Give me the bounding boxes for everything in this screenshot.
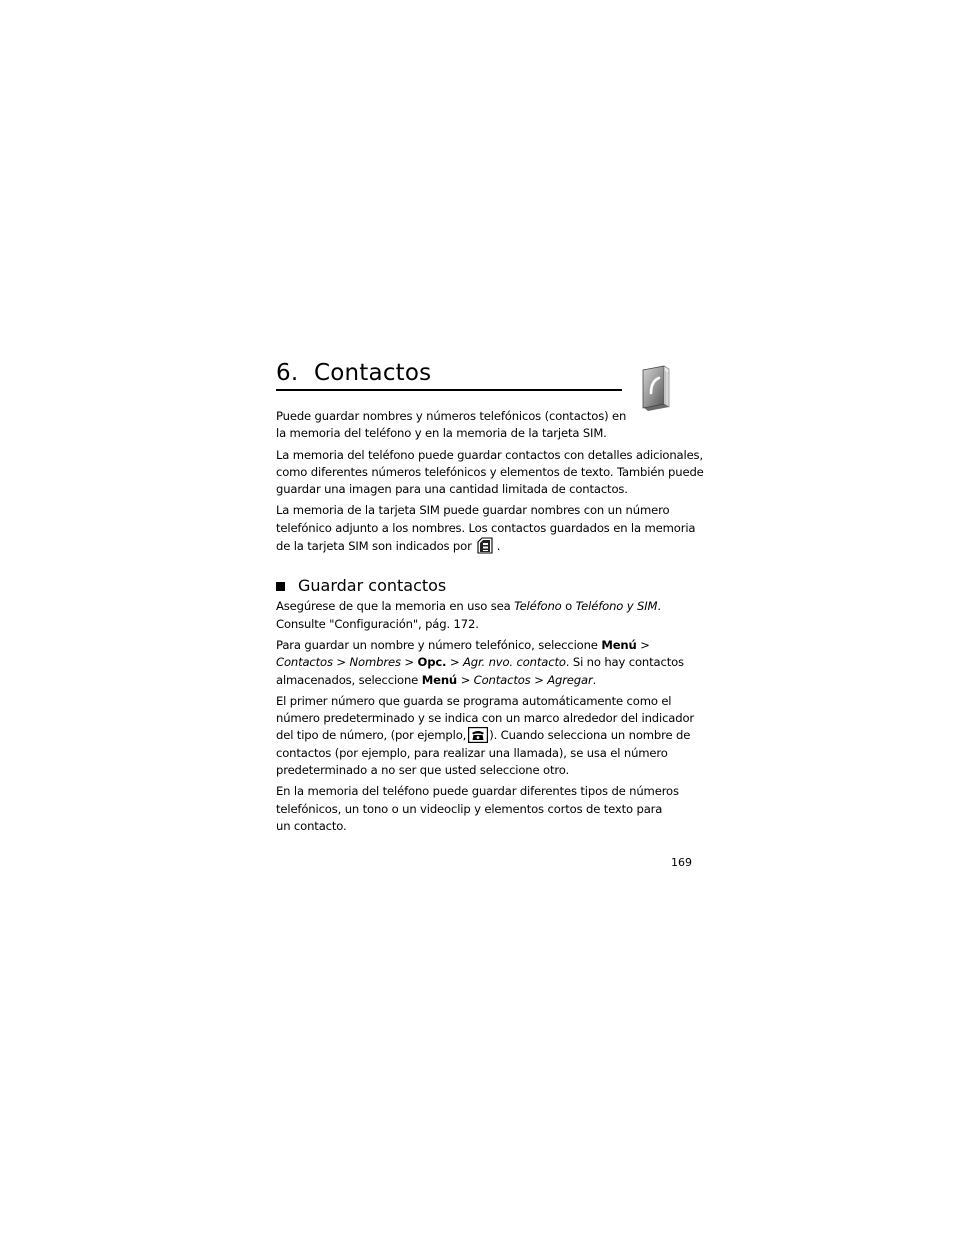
text-line: la memoria del teléfono y en la memoria de la tarjeta SIM. [276,426,607,441]
text-fragment: > [400,655,418,670]
option-telefono: Teléfono [514,599,562,614]
sim-card-icon [476,537,494,554]
text-fragment: almacenados, seleccione [276,672,422,687]
text-fragment: de la tarjeta SIM son indicados por [276,539,472,554]
text-line [276,672,688,689]
text-line: un contacto. [276,818,347,833]
bullet-square-icon [276,582,285,591]
text-line: telefónicos, un tono o un videoclip y elementos cortos de texto para [276,801,663,816]
chapter-title-text: Contactos [314,360,432,386]
text-line: El primer número que guarda se programa automáticamente como el [276,693,672,708]
section-title: Guardar contactos [298,575,447,595]
text-line [276,637,688,654]
text-fragment: . [496,539,501,554]
text-line: Consulte "Configuración", pág. 172. [276,616,479,631]
option-telefono-y-sim: Teléfono y SIM [575,599,658,614]
text-fragment: > [446,655,463,670]
text-fragment: Para guardar un nombre y número telefónico, seleccione [276,637,602,652]
chapter-header [276,352,622,391]
text-fragment: . [592,672,597,687]
menu-path-nombres: Nombres [349,655,401,670]
text-fragment: Asegúrese de que la memoria en uso sea [276,599,515,614]
section-header [276,573,688,597]
text-line: contactos (por ejemplo, para realizar una llamada), se usa el número [276,745,668,760]
text-line: telefónico adjunto a los nombres. Los contactos guardados en la memoria [276,520,696,535]
intro-paragraph-2 [276,447,704,499]
section-paragraph-2 [276,637,688,689]
intro-paragraph-1 [276,408,688,443]
text-line [276,727,691,744]
text-fragment: > [636,637,650,652]
text-line [276,598,688,615]
text-fragment: . Si no hay contactos [565,655,684,670]
menu-label: Menú [421,672,458,687]
text-line: La memoria de la tarjeta SIM puede guardar nombres con un número [276,503,670,518]
text-line: número predeterminado y se indica con un marco alrededor del indicador [276,711,695,726]
phone-number-type-icon [468,727,488,743]
menu-path-contactos: Contactos [276,655,333,670]
text-line: como diferentes números telefónicos y elementos de texto. También puede [276,464,704,479]
text-fragment: > [332,655,350,670]
text-line: La memoria del teléfono puede guardar contactos con detalles adicionales, [276,447,703,462]
text-line: En la memoria del teléfono puede guardar diferentes tipos de números [276,784,679,799]
text-line [276,537,688,555]
chapter-number: 6. [276,360,299,386]
menu-path-contactos: Contactos [473,672,531,687]
text-fragment: > [457,672,474,687]
text-fragment: o [561,599,576,614]
menu-label: Menú [601,637,637,652]
page-number: 169 [671,856,692,869]
section-paragraph-1 [276,598,688,633]
options-label: Opc. [417,655,447,670]
text-line [276,654,688,671]
text-fragment: del tipo de número, (por ejemplo, [276,728,467,743]
section-paragraph-4 [276,783,688,835]
contacts-book-icon [640,365,672,411]
chapter-title [276,360,431,386]
page-content [276,352,704,835]
text-fragment: . [657,599,661,614]
text-line: predeterminado a no ser que usted seleccione otro. [276,763,570,778]
section-paragraph-3 [276,693,695,779]
menu-path-agr-nvo-contacto: Agr. nvo. contacto [462,655,566,670]
text-fragment: ). Cuando selecciona un nombre de [489,728,691,743]
text-fragment: > [530,672,548,687]
menu-path-agregar: Agregar [547,672,593,687]
text-line: guardar una imagen para una cantidad limitada de contactos. [276,482,628,497]
intro-paragraph-3 [276,502,696,555]
text-line: Puede guardar nombres y números telefónicos (contactos) en [276,409,627,423]
